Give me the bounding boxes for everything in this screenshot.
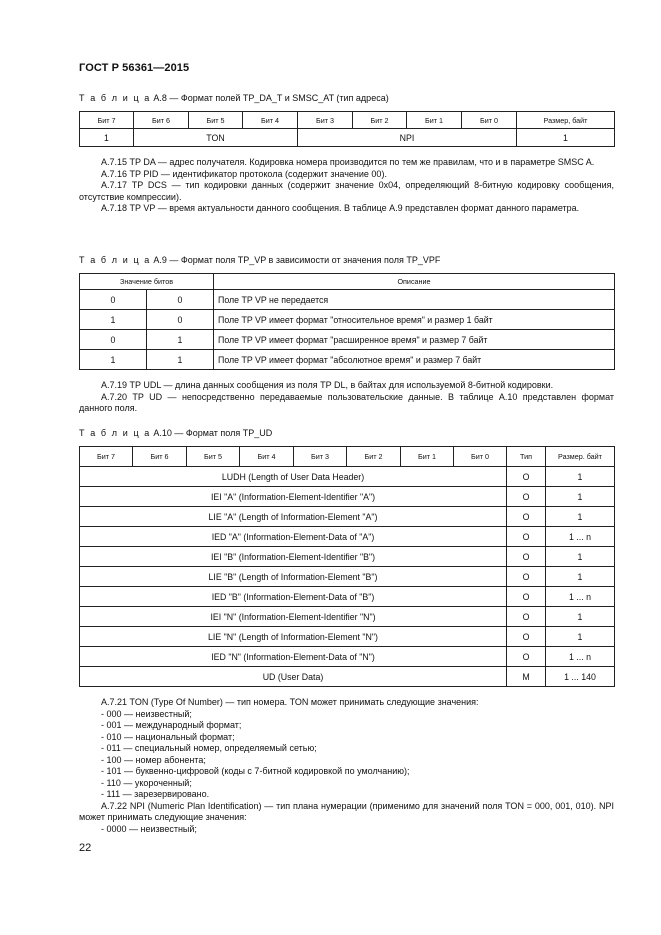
col-header: Бит 0	[454, 447, 507, 467]
col-header: Бит 0	[462, 112, 517, 129]
list-item: - 001 — международный формат;	[101, 720, 242, 730]
table-row	[80, 667, 615, 687]
caption-text: А.10 — Формат поля TP_UD	[150, 428, 273, 438]
table-a8-caption	[79, 93, 389, 103]
table-row	[80, 627, 615, 647]
cell-size: 1	[546, 467, 615, 487]
table-row	[80, 507, 615, 527]
page-number: 22	[79, 842, 92, 854]
paragraph: А.7.17 TP DCS — тип кодировки данных (содержит значение 0х04, определяющий 8-битную кодировку сообщения, отсутствие компрессии).	[79, 180, 614, 202]
paragraph: А.7.16 TP PID — идентификатор протокола (содержит значение 00).	[101, 168, 387, 179]
table-row	[80, 587, 615, 607]
cell-size: 1 ... 140	[546, 667, 615, 687]
list-item: - 011 — специальный номер, определяемый сетью;	[101, 743, 317, 753]
cell-type: O	[507, 467, 546, 487]
cell-type: O	[507, 567, 546, 587]
cell-size: 1	[546, 507, 615, 527]
cell-field: UD (User Data)	[80, 667, 507, 687]
col-header: Размер. байт	[546, 447, 615, 467]
col-header: Значение битов	[80, 274, 214, 290]
list-item: - 110 — укороченный;	[101, 777, 192, 788]
cell-field: LUDH (Length of User Data Header)	[80, 467, 507, 487]
col-header: Бит 2	[347, 447, 401, 467]
cell-bit1: 0	[80, 290, 147, 310]
table-a8-header-row	[80, 112, 615, 129]
paragraphs-3	[79, 697, 614, 835]
cell-description: Поле TP VP имеет формат "расширенное время" и размер 7 байт	[214, 330, 615, 350]
paragraph: А.7.15 TP DA — адрес получателя. Кодировка номера производится по тем же правилам, что и в параметре SMSC A.	[101, 157, 595, 167]
cell-field: IEI "N" (Information-Element-Identifier "N")	[80, 607, 507, 627]
col-header: Бит 1	[401, 447, 454, 467]
col-header: Бит 4	[240, 447, 294, 467]
table-a9-caption	[79, 255, 440, 265]
table-a9-header-row	[80, 274, 615, 290]
col-header: Бит 5	[189, 112, 243, 129]
cell-bit0: 0	[147, 310, 214, 330]
cell-description: Поле TP VP не передается	[214, 290, 615, 310]
table-row	[80, 129, 615, 147]
table-a8	[79, 111, 615, 147]
table-row	[80, 330, 615, 350]
caption-text: А.8 — Формат полей TP_DA_T и SMSC_AT (тип адреса)	[150, 93, 389, 103]
caption-text: А.9 — Формат поля TP_VP в зависимости от значения поля TP_VPF	[150, 255, 441, 265]
table-a10	[79, 446, 615, 687]
cell-bit1: 1	[80, 310, 147, 330]
col-header: Бит 7	[80, 112, 134, 129]
table-a10-caption	[79, 428, 272, 438]
cell-field: IED "A" (Information-Element-Data of "A")	[80, 527, 507, 547]
caption-prefix: Т а б л и ц а	[79, 93, 151, 103]
table-row	[80, 647, 615, 667]
col-header: Бит 2	[353, 112, 407, 129]
cell-type: M	[507, 667, 546, 687]
cell-bit1: 1	[80, 350, 147, 370]
cell-field: LIE "N" (Length of Information-Element "N")	[80, 627, 507, 647]
cell-size: 1 ... n	[546, 527, 615, 547]
cell-type: O	[507, 607, 546, 627]
list-item: - 100 — номер абонента;	[101, 754, 206, 765]
paragraphs-2	[79, 380, 614, 415]
cell-field: IEI "A" (Information-Element-Identifier "A")	[80, 487, 507, 507]
cell-npi: NPI	[298, 129, 517, 147]
table-row	[80, 310, 615, 330]
cell-size: 1	[546, 547, 615, 567]
caption-prefix: Т а б л и ц а	[79, 428, 151, 438]
table-a10-header-row	[80, 447, 615, 467]
col-header: Бит 5	[187, 447, 240, 467]
cell-size: 1	[517, 129, 615, 147]
cell-size: 1 ... n	[546, 647, 615, 667]
cell-bit0: 0	[147, 290, 214, 310]
col-header: Бит 3	[294, 447, 347, 467]
col-header: Тип	[507, 447, 546, 467]
cell-description: Поле TP VP имеет формат "относительное время" и размер 1 байт	[214, 310, 615, 330]
cell-type: O	[507, 587, 546, 607]
table-row	[80, 290, 615, 310]
cell-size: 1	[546, 627, 615, 647]
cell-field: IEI "B" (Information-Element-Identifier "B")	[80, 547, 507, 567]
cell-size: 1	[546, 487, 615, 507]
list-item: - 101 — буквенно-цифровой (коды с 7-битной кодировкой по умолчанию);	[101, 766, 410, 776]
col-header: Описание	[214, 274, 615, 290]
col-header: Бит 6	[133, 447, 187, 467]
cell-type: O	[507, 507, 546, 527]
list-item: - 111 — зарезервировано.	[101, 789, 210, 799]
cell-size: 1	[546, 607, 615, 627]
table-row	[80, 350, 615, 370]
cell-ton: TON	[134, 129, 298, 147]
cell-size: 1 ... n	[546, 587, 615, 607]
paragraph: А.7.20 TP UD — непосредственно передаваемые пользовательские данные. В таблице А.10 представлен формат данного поля.	[79, 391, 614, 413]
list-item: - 000 — неизвестный;	[101, 708, 192, 719]
cell-field: IED "N" (Information-Element-Data of "N")	[80, 647, 507, 667]
table-row	[80, 467, 615, 487]
table-row	[80, 567, 615, 587]
cell-field: LIE "A" (Length of Information-Element "A")	[80, 507, 507, 527]
col-header: Бит 1	[407, 112, 462, 129]
cell-bit7: 1	[80, 129, 134, 147]
table-a9	[79, 273, 615, 370]
table-row	[80, 547, 615, 567]
col-header: Бит 4	[243, 112, 298, 129]
cell-type: O	[507, 627, 546, 647]
cell-size: 1	[546, 567, 615, 587]
cell-type: O	[507, 487, 546, 507]
cell-type: O	[507, 647, 546, 667]
cell-bit0: 1	[147, 330, 214, 350]
table-row	[80, 527, 615, 547]
paragraph: А.7.18 TP VP — время актуальности данного сообщения. В таблице А.9 представлен формат данного параметра.	[101, 203, 580, 213]
paragraph-npi-intro: А.7.22 NPI (Numeric Plan Identification) — тип плана нумерации (применимо для значений поля TON = 000, 001, 010). NPI может принимать следующие значения:	[79, 800, 614, 822]
cell-bit1: 0	[80, 330, 147, 350]
paragraph: А.7.19 TP UDL — длина данных сообщения из поля TP DL, в байтах для используемой 8-битной кодировки.	[101, 380, 554, 390]
cell-type: O	[507, 547, 546, 567]
col-header: Бит 7	[80, 447, 133, 467]
paragraph-ton-intro: А.7.21 TON (Type Of Number) — тип номера. TON может принимать следующие значения:	[101, 697, 479, 707]
cell-bit0: 1	[147, 350, 214, 370]
caption-prefix: Т а б л и ц а	[79, 255, 151, 265]
table-row	[80, 487, 615, 507]
document-header: ГОСТ Р 56361—2015	[79, 62, 190, 74]
col-header: Бит 6	[134, 112, 189, 129]
cell-field: LIE "B" (Length of Information-Element "B")	[80, 567, 507, 587]
table-row	[80, 607, 615, 627]
cell-type: O	[507, 527, 546, 547]
list-item: - 0000 — неизвестный;	[101, 823, 197, 834]
list-item: - 010 — национальный формат;	[101, 731, 235, 742]
cell-description: Поле TP VP имеет формат "абсолютное время" и размер 7 байт	[214, 350, 615, 370]
cell-field: IED "B" (Information-Element-Data of "B")	[80, 587, 507, 607]
paragraphs-1	[79, 157, 614, 215]
col-header: Размер, байт	[517, 112, 615, 129]
col-header: Бит 3	[298, 112, 353, 129]
